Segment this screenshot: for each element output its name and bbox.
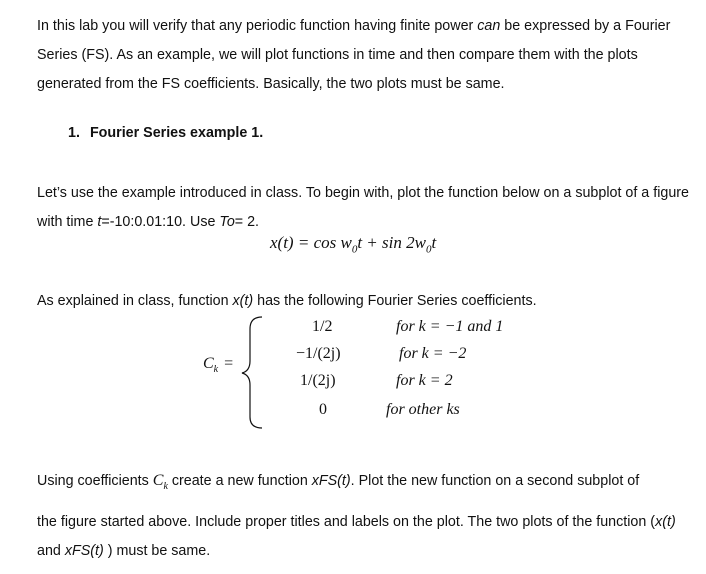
intro-can: can — [477, 18, 501, 34]
setup-text-b: =-10:0.01:10. Use — [101, 214, 220, 230]
task-a: Using coefficients — [37, 473, 153, 489]
coef-value-4: 0 — [319, 401, 327, 418]
left-brace — [234, 315, 264, 430]
section-title: Fourier Series example 1. — [89, 125, 264, 141]
coef-intro-b: has the following Fourier Series coefficients. — [253, 293, 537, 309]
coefficient-symbol — [203, 355, 233, 375]
setup-paragraph — [37, 179, 692, 237]
signal-equation — [270, 233, 436, 255]
eq-sub0: 0 — [351, 243, 358, 256]
task-k: k — [163, 480, 168, 492]
coef-value-1: 1/2 — [312, 318, 333, 335]
coef-cond-2: for k = −2 — [399, 345, 467, 362]
task-b: create a new function — [167, 473, 312, 489]
ck-symbol: C — [203, 355, 214, 372]
eq-mid: t + sin 2w — [357, 233, 426, 252]
coef-intro-a: As explained in class, function — [37, 293, 233, 309]
intro-paragraph — [37, 12, 692, 99]
task-paragraph-2 — [37, 508, 692, 566]
setup-to: To — [219, 214, 235, 230]
eq-lhs: x(t) = cos w — [270, 233, 352, 252]
task-c: C — [152, 472, 164, 489]
intro-text-a: In this lab you will verify that any periodic function having finite power — [37, 18, 478, 34]
task2-a: the figure started above. Include proper titles and labels on the plot. The two plots of the function ( — [37, 514, 656, 530]
setup-text-c: = 2. — [234, 214, 260, 230]
task2-and: and — [37, 543, 65, 559]
ck-equals: = — [224, 355, 234, 372]
task-xfs: xFS(t) — [311, 473, 351, 489]
task-c2: . Plot the new function on a second subplot of — [350, 473, 640, 489]
coef-cond-1: for k = −1 and 1 — [396, 318, 504, 335]
eq-end: t — [431, 233, 437, 252]
task2-xfs: xFS(t) — [64, 543, 104, 559]
section-number: 1. — [68, 125, 80, 141]
intro-text-b: be expressed by a Fourier Series (FS). As an example, we will plot functions in time and then compare them with the plots generated from the FS coefficients. Basically, the two plots must be same. — [37, 18, 671, 92]
task-paragraph-1 — [37, 466, 692, 501]
coef-cond-3: for k = 2 — [396, 372, 453, 389]
coef-intro-xt: x(t) — [232, 293, 254, 309]
coef-cond-4: for other ks — [386, 401, 460, 418]
coefficients-intro — [37, 287, 692, 316]
setup-text-a: Let’s use the example introduced in class. To begin with, plot the function below on a subplot of a figure with time — [37, 185, 689, 230]
setup-t: t — [97, 214, 102, 230]
section-heading — [68, 125, 273, 141]
coef-value-2: −1/(2j) — [296, 345, 341, 362]
task2-b: ) must be same. — [103, 543, 211, 559]
task2-xt: x(t) — [655, 514, 676, 530]
coef-value-3: 1/(2j) — [300, 372, 336, 389]
eq-sub1: 0 — [425, 243, 432, 256]
ck-subscript: k — [213, 364, 219, 376]
